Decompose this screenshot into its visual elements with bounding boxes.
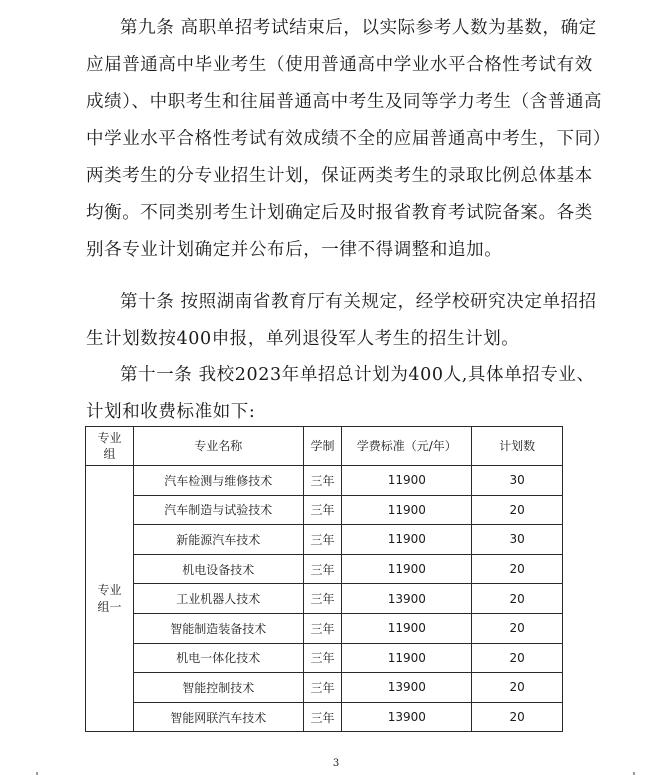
table-row <box>86 613 563 643</box>
article-10-paragraph <box>86 284 606 358</box>
fee-cell: 11900 <box>342 613 472 643</box>
years-cell: 三年 <box>303 702 342 732</box>
major-cell: 工业机器人技术 <box>133 584 303 614</box>
years-cell: 三年 <box>303 554 342 584</box>
fee-cell: 11900 <box>342 495 472 525</box>
article-11-body: 我校2023年单招总计划为400人,具体单招专业、计划和收费标准如下: <box>86 365 595 422</box>
table-row <box>86 643 563 673</box>
article-9-paragraph <box>86 10 606 269</box>
major-cell: 智能网联汽车技术 <box>133 702 303 732</box>
major-cell: 智能制造装备技术 <box>133 613 303 643</box>
quota-cell: 20 <box>472 554 563 584</box>
quota-cell: 30 <box>472 466 563 496</box>
table-row <box>86 673 563 703</box>
table-row <box>86 495 563 525</box>
fee-cell: 13900 <box>342 584 472 614</box>
header-major: 专业名称 <box>133 427 303 466</box>
fee-cell: 13900 <box>342 702 472 732</box>
major-cell: 汽车制造与试验技术 <box>133 495 303 525</box>
quota-cell: 20 <box>472 584 563 614</box>
table-row <box>86 554 563 584</box>
major-cell: 智能控制技术 <box>133 673 303 703</box>
major-cell: 机电一体化技术 <box>133 643 303 673</box>
table-row <box>86 584 563 614</box>
quota-cell: 30 <box>472 525 563 555</box>
years-cell: 三年 <box>303 495 342 525</box>
major-cell: 汽车检测与维修技术 <box>133 466 303 496</box>
table-row <box>86 466 563 496</box>
quota-cell: 20 <box>472 495 563 525</box>
article-10-lead: 第十条 <box>120 292 175 312</box>
header-quota: 计划数 <box>472 427 563 466</box>
major-cell: 机电设备技术 <box>133 554 303 584</box>
header-group: 专业组 <box>86 427 134 466</box>
header-fee: 学费标准（元/年） <box>342 427 472 466</box>
scan-speck <box>633 772 635 775</box>
fee-cell: 11900 <box>342 525 472 555</box>
table-row <box>86 525 563 555</box>
table-header-row <box>86 427 563 466</box>
fee-cell: 11900 <box>342 643 472 673</box>
article-9-lead: 第九条 <box>120 18 175 38</box>
header-years: 学制 <box>303 427 342 466</box>
quota-cell: 20 <box>472 673 563 703</box>
quota-cell: 20 <box>472 702 563 732</box>
years-cell: 三年 <box>303 466 342 496</box>
years-cell: 三年 <box>303 613 342 643</box>
years-cell: 三年 <box>303 525 342 555</box>
years-cell: 三年 <box>303 584 342 614</box>
enrollment-plan-table <box>85 426 563 732</box>
group-cell: 专业组一 <box>86 466 134 732</box>
page-number: 3 <box>332 758 340 769</box>
fee-cell: 13900 <box>342 673 472 703</box>
article-11-paragraph <box>86 357 606 431</box>
table-row <box>86 702 563 732</box>
years-cell: 三年 <box>303 673 342 703</box>
fee-cell: 11900 <box>342 554 472 584</box>
major-cell: 新能源汽车技术 <box>133 525 303 555</box>
fee-cell: 11900 <box>342 466 472 496</box>
years-cell: 三年 <box>303 643 342 673</box>
quota-cell: 20 <box>472 613 563 643</box>
article-10-body: 按照湖南省教育厅有关规定，经学校研究决定单招招生计划数按400申报，单列退役军人考生的招生计划。 <box>86 292 597 349</box>
article-11-lead: 第十一条 <box>120 365 193 385</box>
article-9-body: 高职单招考试结束后，以实际参考人数为基数，确定应届普通高中毕业考生（使用普通高中学业水平合格性考试有效成绩）、中职考生和往届普通高中考生及同等学力考生（含普通高中学业水平合格性考试有效成绩不全的应届普通高中考生，下同）两类考生的分专业招生计划，保证两类考生的录取比例总体基本均衡。不同类别考生计划确定后及时报省教育考试院备案。各类别各专业计划确定并公布后，一律不得调整和追加。 <box>86 18 603 260</box>
scan-speck <box>36 772 38 775</box>
quota-cell: 20 <box>472 643 563 673</box>
